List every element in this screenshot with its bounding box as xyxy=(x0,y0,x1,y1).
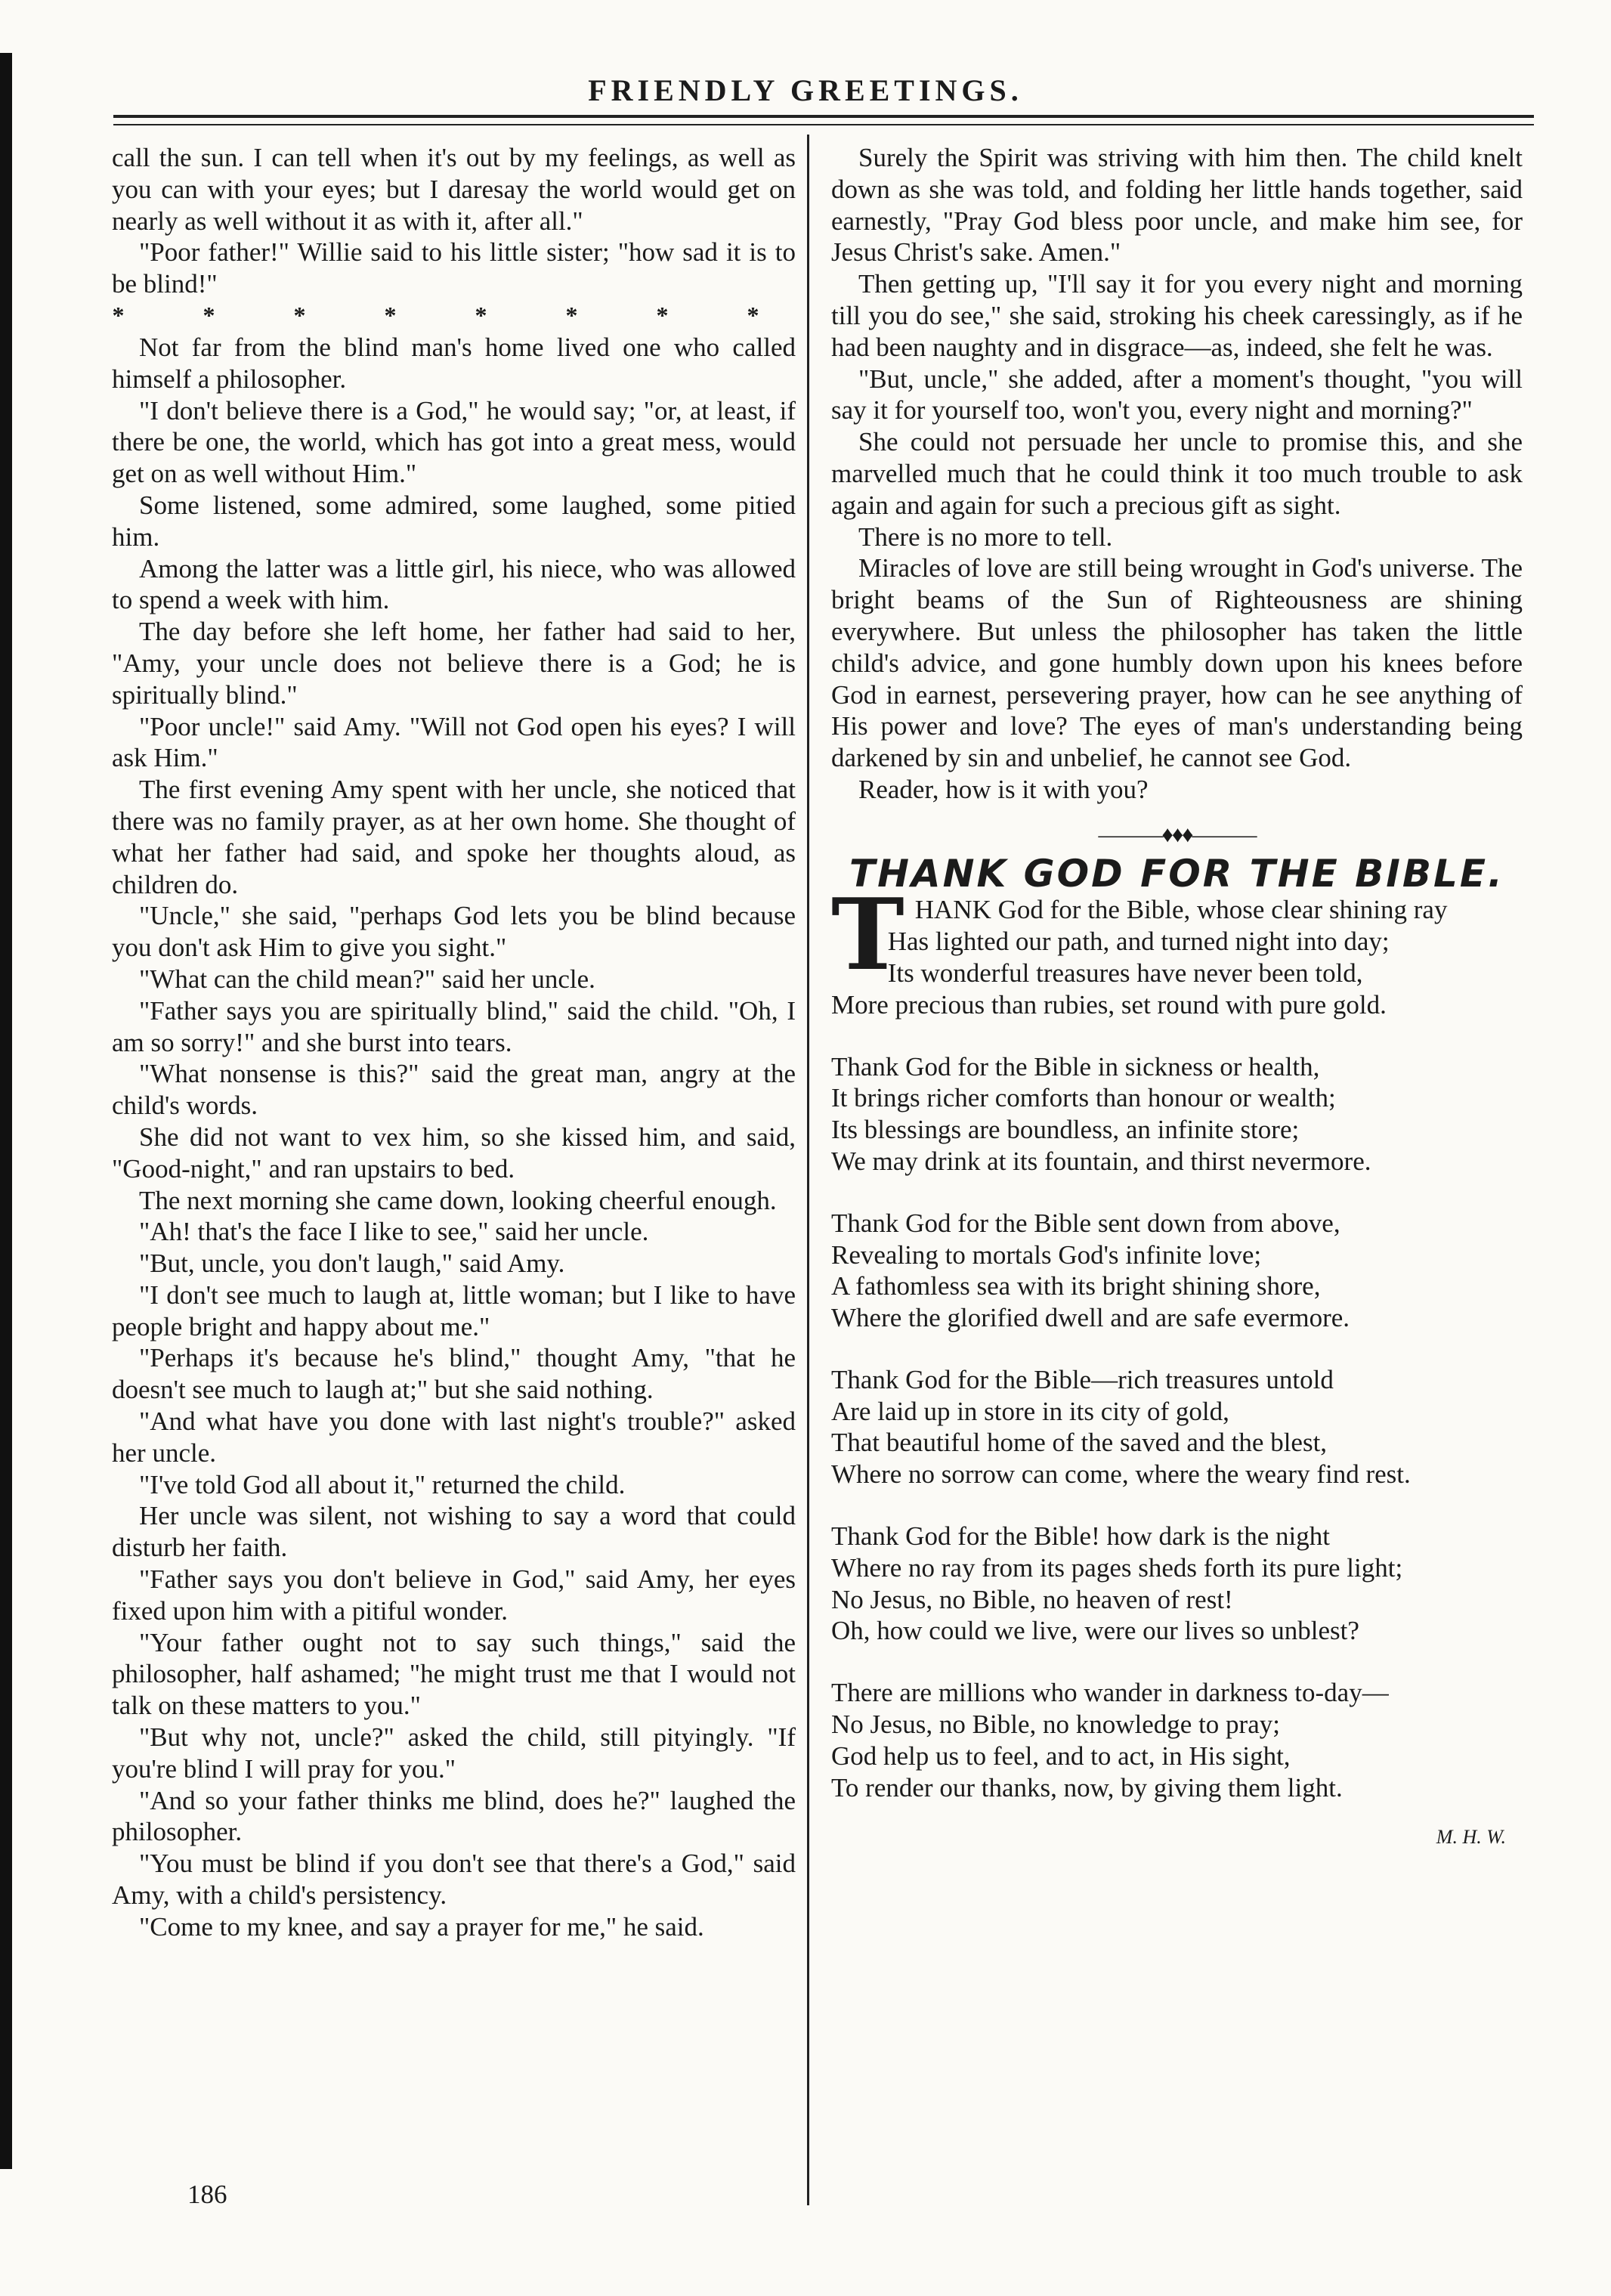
poem-line: Thank God for the Bible—rich treasures untold xyxy=(831,1364,1334,1394)
page-number: 186 xyxy=(187,2180,227,2209)
poem-stanza xyxy=(831,1677,1523,1803)
poem-line: Has lighted our path, and turned night into day; xyxy=(887,927,1390,957)
paragraph: "And so your father thinks me blind, does he?" laughed the philosopher. xyxy=(112,1785,796,1847)
poem-stanza xyxy=(831,1208,1523,1334)
poem-line: That beautiful home of the saved and the blest, xyxy=(831,1428,1328,1458)
paragraph: Among the latter was a little girl, his niece, who was allowed to spend a week with him. xyxy=(112,553,796,615)
poem-line: Where no ray from its pages sheds forth its pure light; xyxy=(831,1552,1403,1583)
right-column xyxy=(831,142,1523,1853)
poem-line: Thank God for the Bible sent down from above, xyxy=(831,1208,1340,1238)
paragraph: "Come to my knee, and say a prayer for me," he said. xyxy=(139,1911,704,1942)
paragraph: She could not persuade her uncle to promise this, and she marvelled much that he could think it too much trouble to ask again and again for such a precious gift as sight. xyxy=(831,427,1523,520)
poem-line: God help us to feel, and to act, in His sight, xyxy=(831,1741,1291,1771)
poem-title: THANK GOD FOR THE BIBLE. xyxy=(849,851,1505,896)
paragraph: Some listened, some admired, some laughed, some pitied him. xyxy=(112,490,796,552)
binding-edge xyxy=(0,53,12,2169)
poem-line: Are laid up in store in its city of gold, xyxy=(831,1396,1229,1426)
paragraph: The day before she left home, her father had said to her, "Amy, your uncle does not believe there is a God; he is spiritually blind." xyxy=(112,617,796,710)
poem-line: Where no sorrow can come, where the weary find rest. xyxy=(831,1459,1411,1490)
paragraph: She did not want to vex him, so she kissed him, and said, "Good-night," and ran upstairs to bed. xyxy=(112,1122,796,1184)
poem-line: More precious than rubies, set round with pure gold. xyxy=(831,989,1387,1020)
paragraph: "But, uncle," she added, after a moment's thought, "you will say it for yourself too, won't you, every night and morning?" xyxy=(831,364,1523,425)
paragraph: Then getting up, "I'll say it for you every night and morning till you do see," she said, stroking his cheek caressingly, as if he had been naughty and in disgrace—as, indeed, she felt he was. xyxy=(831,269,1523,362)
left-column-paragraphs-top xyxy=(112,142,796,300)
paragraph: "Poor father!" Willie said to his little sister; "how sad it is to be blind!" xyxy=(112,237,796,299)
paragraph: "What nonsense is this?" said the great man, angry at the child's words. xyxy=(112,1059,796,1121)
poem-line: Its blessings are boundless, an infinite store; xyxy=(831,1115,1300,1145)
poem-line: Oh, how could we live, were our lives so unblest? xyxy=(831,1616,1359,1646)
poem-line: It brings richer comforts than honour or wealth; xyxy=(831,1083,1336,1113)
paragraph: "Your father ought not to say such things," said the philosopher, half ashamed; "he might trust me that I would not talk on these matters to you." xyxy=(112,1627,796,1721)
poem-line: Revealing to mortals God's infinite love; xyxy=(831,1239,1262,1270)
poem-line: No Jesus, no Bible, no knowledge to pray; xyxy=(831,1710,1280,1740)
section-break-asterisks: * * * * * * * * xyxy=(112,301,796,329)
poem-line: To render our thanks, now, by giving them light. xyxy=(831,1772,1343,1802)
paragraph: "Father says you are spiritually blind," said the child. "Oh, I am so sorry!" and she burst into tears. xyxy=(112,995,796,1057)
drop-cap-initial: T xyxy=(831,877,904,993)
right-column-paragraphs xyxy=(831,142,1523,806)
poem xyxy=(831,877,1523,1803)
poem-signature: M. H. W. xyxy=(1436,1826,1506,1849)
paragraph: "I don't see much to laugh at, little woman; but I like to have people bright and happy about me." xyxy=(112,1280,796,1341)
poem-first-line-rest: God for the Bible, whose clear shining ray xyxy=(997,895,1448,925)
header-rule-thick xyxy=(113,115,1534,118)
column-divider xyxy=(807,135,809,2205)
paragraph: "What can the child mean?" said her uncle. xyxy=(139,964,595,994)
paragraph: The next morning she came down, looking cheerful enough. xyxy=(139,1185,777,1215)
paragraph: "You must be blind if you don't see that there's a God," said Amy, with a child's persistency. xyxy=(112,1849,796,1911)
paragraph: Her uncle was silent, not wishing to say a word that could disturb her faith. xyxy=(112,1501,796,1563)
paragraph: "Ah! that's the face I like to see," said her uncle. xyxy=(139,1217,649,1247)
ornament-divider: ———♦♦♦——— xyxy=(1098,822,1256,847)
paragraph: "I've told God all about it," returned the child. xyxy=(139,1469,626,1499)
poem-stanza-lines xyxy=(831,926,1523,1020)
poem-line: There are millions who wander in darkness to-day— xyxy=(831,1678,1389,1708)
paragraph: "And what have you done with last night's trouble?" asked her uncle. xyxy=(112,1406,796,1468)
paragraph: Reader, how is it with you? xyxy=(858,774,1149,804)
paragraph: "Uncle," she said, "perhaps God lets you be blind because you don't ask Him to give you sight." xyxy=(112,901,796,963)
poem-line: Thank God for the Bible in sickness or health, xyxy=(831,1051,1320,1081)
poem-line: Its wonderful treasures have never been told, xyxy=(887,958,1363,988)
poem-stanzas xyxy=(831,1051,1523,1804)
paragraph: call the sun. I can tell when it's out by my feelings, as well as you can with your eyes; but I daresay the world would get on nearly as well without it as with it, after all." xyxy=(112,143,796,236)
poem-stanza xyxy=(831,1364,1523,1490)
paragraph: "I don't believe there is a God," he would say; "or, at least, if there be one, the world, which has got into a great mess, would get on as well without Him." xyxy=(112,395,796,489)
paragraph: Not far from the blind man's home lived one who called himself a philosopher. xyxy=(112,332,796,394)
poem-first-word-rest: HANK xyxy=(914,895,991,925)
paragraph: The first evening Amy spent with her uncle, she noticed that there was no family prayer, as at her own home. She thought of what her father had said, and spoke her thoughts aloud, as children do. xyxy=(112,775,796,899)
paragraph: "Poor uncle!" said Amy. "Will not God open his eyes? I will ask Him." xyxy=(112,711,796,773)
poem-line: Where the glorified dwell and are safe evermore. xyxy=(831,1303,1350,1333)
paragraph: "Perhaps it's because he's blind," thought Amy, "that he doesn't see much to laugh at;" but she said nothing. xyxy=(112,1343,796,1405)
poem-line: We may drink at its fountain, and thirst nevermore. xyxy=(831,1146,1371,1176)
running-title: FRIENDLY GREETINGS. xyxy=(588,73,1023,107)
paragraph: Miracles of love are still being wrought in God's universe. The bright beams of the Sun of Righteousness are shining everywhere. But unless the philosopher has taken the little child's advice, and gone humbly down upon his knees before God in earnest, persevering prayer, how can he see anything of His power and love? The eyes of man's understanding being darkened by sin and unbelief, he cannot see God. xyxy=(831,553,1523,773)
paragraph: "Father says you don't believe in God," said Amy, her eyes fixed upon him with a pitiful wonder. xyxy=(112,1564,796,1626)
paragraph: "But why not, uncle?" asked the child, still pityingly. "If you're blind I will pray for you." xyxy=(112,1722,796,1784)
left-column-paragraphs xyxy=(112,332,796,1943)
poem-stanza xyxy=(831,1051,1523,1177)
poem-stanza xyxy=(831,1521,1523,1647)
poem-line: No Jesus, no Bible, no heaven of rest! xyxy=(831,1584,1233,1614)
paragraph: "But, uncle, you don't laugh," said Amy. xyxy=(139,1249,565,1279)
paragraph: There is no more to tell. xyxy=(858,521,1113,552)
left-column xyxy=(112,142,796,1943)
poem-line: Thank God for the Bible! how dark is the night xyxy=(831,1521,1331,1552)
poem-line: A fathomless sea with its bright shining shore, xyxy=(831,1271,1321,1301)
header-rule-thin xyxy=(113,124,1534,125)
paragraph: Surely the Spirit was striving with him then. The child knelt down as she was told, and folding her little hands together, said earnestly, "Pray God bless poor uncle, and make him see, for Jesus Christ's sake. Amen." xyxy=(831,143,1523,268)
poem-first-line xyxy=(831,894,1523,926)
poem-stanza-first xyxy=(831,877,1523,1020)
